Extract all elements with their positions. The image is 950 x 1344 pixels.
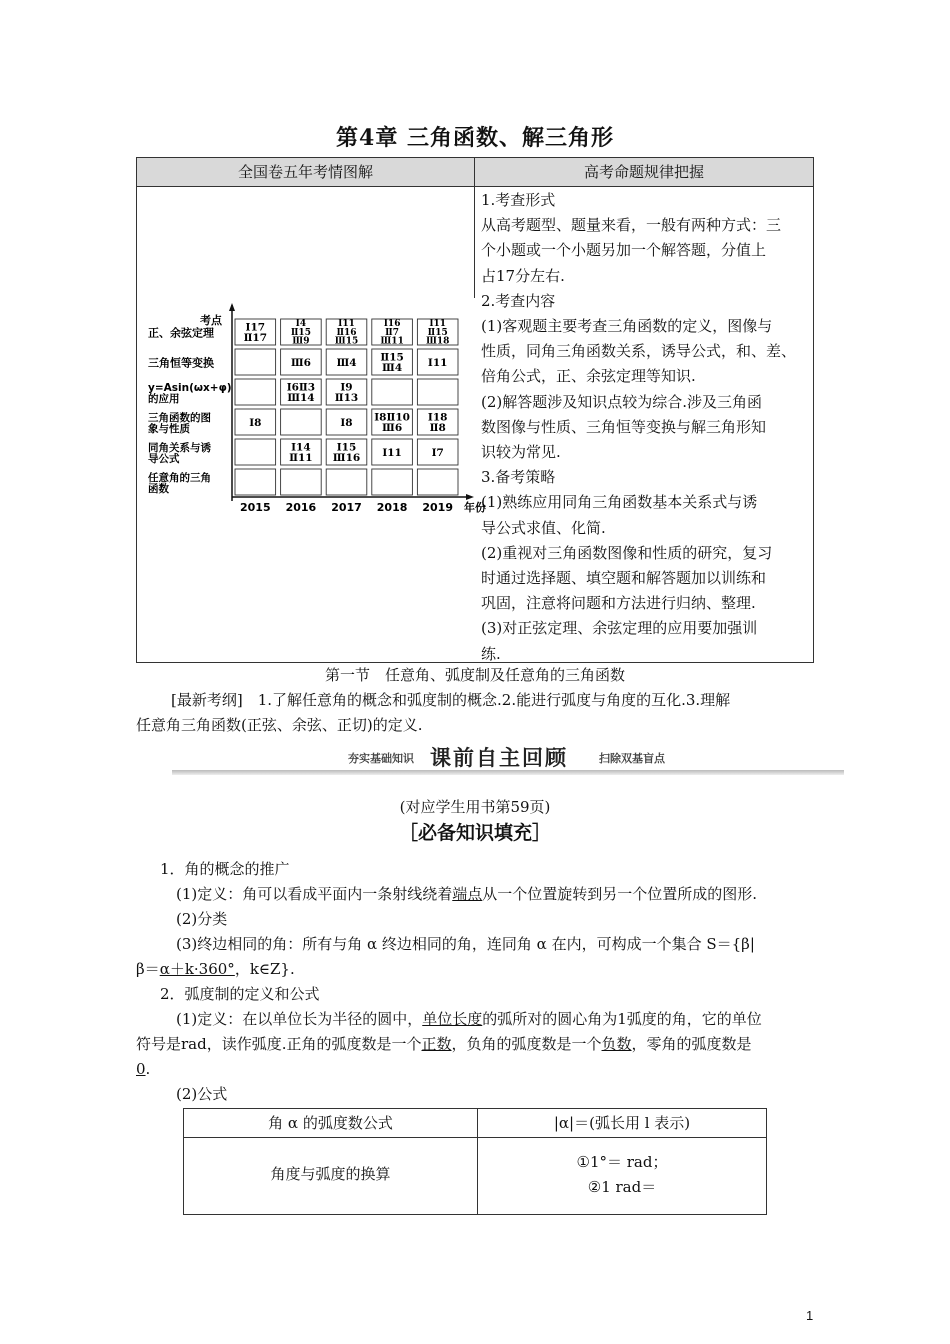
cell-exam-item: Ⅱ17 [243,332,268,344]
text-span: 从一个位置旋转到另一个位置所成的图形. [482,885,758,903]
text-span: . [145,1060,151,1078]
year-tick-label: 2019 [422,501,454,514]
topic-label: y=Asin(ωx+φ) [148,382,232,394]
banner-left-text: 夯实基础知识 [348,752,414,765]
x-axis-label: 年份 [464,501,486,514]
page-number: 1 [806,1308,814,1323]
year-tick-label: 2015 [239,501,271,514]
cell-exam-item: Ⅰ8 [340,416,353,429]
review-banner [172,742,844,782]
heading-angle-concept: 1．角的概念的推广 [160,860,290,878]
rules-line: 从高考题型、题量来看，一般有两种方式：三 [481,216,782,235]
fill-in-answer: 0 [136,1060,146,1078]
topic-label: 任意角的三角 [148,472,211,484]
grid-cell [281,409,322,435]
topic-label: 同角关系与诱 [148,442,211,454]
banner-right-text: 扫除双基盲点 [599,752,665,765]
topic-label: 正、余弦定理 [148,326,214,340]
knowledge-box-title: ［必备知识填充］ [398,822,551,844]
rules-line: 1.考查形式 [481,191,556,209]
cell-exam-item: Ⅲ14 [287,392,315,404]
grid-cell [372,379,413,405]
rules-line: 时通过选择题、填空题和解答题加以训练和 [481,569,767,588]
cell-exam-item: Ⅰ11 [429,319,447,330]
cell-exam-item: Ⅰ11 [338,319,355,330]
right-column-header: 高考命题规律把握 [583,163,704,181]
formula-table [183,1108,767,1215]
y-axis-label: 考点 [200,314,222,327]
x-axis-arrow-icon [466,494,474,500]
radian-definition-line-1 [176,1007,836,1032]
fill-in-answer: α＋k·360° [159,960,235,978]
rules-line: (2)重视对三角函数图像和性质的研究，复习 [481,543,773,562]
cell-exam-item: Ⅰ6Ⅱ3 [286,381,316,394]
cell-exam-item: Ⅱ15 [380,351,404,364]
rules-line: 2.考查内容 [481,291,556,310]
cell-exam-item: Ⅱ11 [289,452,313,464]
cell-conversion-line-2: ②1 rad＝ [587,1178,657,1196]
topic-label: 三角函数的图 [148,412,211,424]
column-divider [474,158,475,298]
topic-label: 导公式 [148,453,180,465]
heading-radian: 2．弧度制的定义和公式 [160,985,320,1003]
cell-exam-item: Ⅰ4 [295,319,307,330]
rules-line: 性质，同角三角函数关系，诱导公式，和、差、 [481,342,797,361]
cell-exam-item: Ⅱ16 [336,327,357,338]
rules-line: 占17分左右. [481,266,565,285]
topic-label: 象与性质 [148,423,190,435]
text-span: ，零角的弧度数是 [631,1035,752,1053]
cell-radian-formula-label: 角 α 的弧度数公式 [268,1114,393,1132]
definition-angle [176,882,836,907]
cell-exam-item: Ⅲ16 [332,452,361,464]
fill-in-answer: 正数 [421,1035,452,1053]
cell-exam-item: Ⅱ8 [429,422,446,434]
year-tick-label: 2018 [376,501,408,514]
topic-label: 函数 [148,483,169,495]
cell-exam-item: Ⅲ11 [380,336,404,347]
cell-exam-item: Ⅰ8Ⅱ10 [374,411,410,424]
cell-exam-item: Ⅰ7 [431,446,444,459]
cell-radian-formula-value: |α|＝(弧长用 l 表示) [553,1114,691,1132]
exam-topic-chart [140,303,486,543]
fill-in-answer: 单位长度 [422,1010,483,1028]
rules-line: 练. [481,644,501,663]
chapter-title: 第4章 三角函数、解三角形 [336,125,614,151]
rules-line: (1)客观题主要考查三角函数的定义，图像与 [481,317,773,336]
text-span: ，负角的弧度数是一个 [451,1035,602,1053]
year-tick-label: 2016 [285,501,317,514]
cell-exam-item: Ⅲ15 [334,336,359,347]
rules-line: 识较为常见. [481,443,561,462]
left-column-header: 全国卷五年考情图解 [237,163,373,181]
cell-exam-item: Ⅱ13 [334,392,359,404]
cell-exam-item: Ⅰ16 [383,319,401,330]
grid-cell [235,469,276,495]
syllabus-line-2: 任意角三角函数(正弦、余弦、正切)的定义. [136,716,423,734]
text-span: (1)定义：在以单位长为半径的圆中， [176,1010,423,1028]
coterminal-angles-line-2 [136,957,796,982]
grid-cell [281,469,322,495]
cell-exam-item: Ⅰ17 [245,321,266,334]
cell-exam-item: Ⅰ8 [249,416,262,429]
banner-title: 课前自主回顾 [430,745,568,770]
exam-rules-text [481,188,811,667]
radian-definition-line-3 [136,1057,796,1082]
fill-in-answer: 端点 [452,885,483,903]
rules-line: (2)解答题涉及知识点较为综合.涉及三角函 [481,392,763,411]
grid-cell [235,349,276,375]
cell-exam-item: Ⅲ6 [382,422,403,434]
rules-line: 巩固，注意将问题和方法进行归纳、整理. [481,594,756,613]
cell-exam-item: Ⅰ9 [340,381,353,394]
grid-cell [235,379,276,405]
cell-exam-item: Ⅲ18 [425,336,450,347]
text-span: 符号是rad，读作弧度.正角的弧度数是一个 [136,1035,422,1053]
cell-exam-item: Ⅲ6 [290,356,311,369]
text-span: ，k∈Z}. [234,960,295,978]
grid-cell [326,469,367,495]
radian-definition-line-2 [136,1032,796,1057]
table-header-row [137,158,813,187]
rules-line: (3)对正弦定理、余弦定理的应用要加强训 [481,619,758,638]
cell-exam-item: Ⅲ4 [382,362,403,374]
cell-exam-item: Ⅲ4 [336,356,357,369]
topic-label: 三角恒等变换 [148,356,214,370]
section-heading: 第一节 任意角、弧度制及任意角的三角函数 [324,666,625,684]
grid-cell [417,469,458,495]
text-span: (1)定义：角可以看成平面内一条射线绕着 [176,885,453,903]
cell-exam-item: Ⅰ11 [382,446,402,459]
grid-cell [372,469,413,495]
rules-line: 导公式求值、化简. [481,518,606,537]
cell-exam-item: Ⅱ15 [427,327,448,338]
cell-exam-item: Ⅱ7 [385,327,400,338]
text-span: 的弧所对的圆心角为1弧度的角，它的单位 [482,1010,762,1028]
year-tick-label: 2017 [331,501,362,514]
cell-exam-item: Ⅰ14 [291,441,311,454]
formula-heading: (2)公式 [176,1085,228,1103]
fill-in-answer: 负数 [601,1035,632,1053]
reference-note: (对应学生用书第59页) [399,798,551,816]
syllabus-line-1: [最新考纲] 1.了解任意角的概念和弧度制的概念.2.能进行弧度与角度的互化.3.理解 [171,691,731,709]
coterminal-angles-line-1: (3)终边相同的角：所有与角 α 终边相同的角，连同角 α 在内，可构成一个集合 S＝{β| [176,935,755,953]
grid-cell [417,379,458,405]
cell-conversion-line-1: ①1°＝ rad； [576,1153,668,1171]
cell-conversion-label: 角度与弧度的换算 [270,1165,391,1183]
rules-line: (1)熟练应用同角三角函数基本关系式与诱 [481,493,758,512]
row-divider [184,1137,766,1138]
cell-exam-item: Ⅲ9 [292,336,310,347]
cell-exam-item: Ⅰ18 [427,411,448,424]
cell-exam-item: Ⅱ15 [290,327,311,338]
y-axis-arrow-icon [229,303,235,311]
grid-cell [235,439,276,465]
topic-label: 的应用 [148,393,180,405]
text-span: β＝ [136,960,160,978]
classification: (2)分类 [176,910,228,928]
rules-line: 倍角公式，正、余弦定理等知识. [481,367,696,386]
rules-line: 数图像与性质、三角恒等变换与解三角形知 [481,417,767,436]
cell-exam-item: Ⅰ11 [427,356,448,369]
cell-exam-item: Ⅰ15 [336,441,357,454]
rules-line: 个小题或一个小题另加一个解答题，分值上 [481,241,767,260]
rules-line: 3.备考策略 [481,468,556,487]
